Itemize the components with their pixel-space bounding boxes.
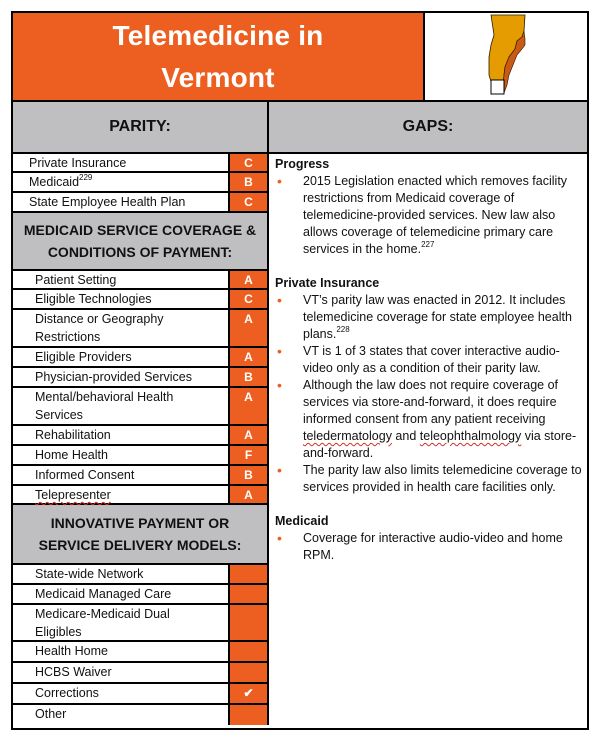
grade-badge: C [228,193,267,211]
medicaid-row [13,271,267,290]
grade-badge: A [228,426,267,444]
bullet-icon: • [277,530,282,546]
row-label: Physician-provided Services [35,370,193,384]
medicaid-row [13,388,267,426]
bullet-icon: • [277,292,282,308]
row-label: Patient Setting [35,273,117,287]
bullet-text [303,377,583,462]
gap-bullet [275,462,583,496]
bullet-icon: • [277,462,282,478]
text: VT’s parity law was enacted in 2012. It includes telemedicine coverage for state employee health plans. [303,293,572,341]
grade-badge: A [228,310,267,346]
innovative-row [13,642,267,663]
innovative-row [13,565,267,585]
row-label: Medicaid Managed Care [35,587,172,601]
grade-badge: A [228,271,267,288]
text: Although the law does not require coverage of services via store-and-forward, it does require informed consent from any patient receiving [303,378,559,426]
term: teledermatology [303,429,392,443]
row-label: Eligible Providers [35,350,132,364]
page-title [113,15,324,99]
parity-row-state-employee [13,193,267,213]
innovative-row [13,663,267,684]
innovative-row [13,585,267,605]
row-label: Health Home [35,644,108,658]
row-label: Corrections [35,686,99,700]
title-banner [13,13,425,102]
gap-section-title: Medicaid [275,514,329,528]
gaps-progress [275,156,583,258]
gaps-private-insurance [275,275,583,496]
title-line-2: Vermont [161,61,275,93]
grade-badge: C [228,290,267,308]
mark-cell [228,705,267,725]
text: and [391,429,420,443]
gaps-medicaid [275,513,583,564]
row-label: Mental/behavioral Health Services [35,390,174,422]
text: 2015 Legislation enacted which removes facility restrictions from Medicaid coverage of telemedicine-provided services. New law also allows coverage of telemedicine primary care services in the home. [303,174,568,256]
gap-bullet [275,343,583,377]
bullet-icon: • [277,343,282,359]
bullet-text [303,292,583,343]
parity-row-medicaid [13,173,267,193]
grade-badge: A [228,486,267,503]
medicaid-section-header [13,213,267,271]
gaps-header: GAPS: [402,118,454,135]
mark-cell [228,663,267,682]
label-text: Medicare-Medicaid Dual Eligibles [35,607,170,639]
label-text: Medicaid [29,175,80,189]
row-label: Other [35,707,67,721]
gap-bullet [275,377,583,462]
medicaid-row [13,426,267,446]
section-title-line-2: CONDITIONS OF PAYMENT: [47,244,233,260]
section-title-line-1: INNOVATIVE PAYMENT OR [50,515,230,531]
grade-badge: B [228,368,267,386]
grade-badge: F [228,446,267,464]
row-label: Distance or Geography Restrictions [35,312,164,344]
grade-badge: B [228,173,267,191]
row-label [13,173,228,191]
row-label: Informed Consent [35,468,135,482]
medicaid-row [13,290,267,310]
footnote-ref: 228 [336,325,350,334]
grades-column [13,154,269,725]
grade-badge: C [228,154,267,171]
medicaid-row [13,446,267,466]
parity-row-private-insurance [13,154,267,173]
gap-section-title: Progress [275,157,330,171]
row-label: Private Insurance [29,156,127,170]
telemedicine-report-card [11,11,589,730]
innovative-row [13,605,267,642]
grade-badge: A [228,348,267,366]
medicaid-row [13,486,267,505]
gap-bullet [275,173,583,258]
bullet-text: The parity law also limits telemedicine coverage to services provided in health care facilities only. [303,463,582,494]
innovative-row [13,684,267,705]
footnote-ref: 229 [79,173,93,182]
gap-bullet [275,292,583,343]
medicaid-row [13,310,267,348]
label-text: Telepresenter [35,488,111,502]
gap-section-title: Private Insurance [275,276,380,290]
mark-cell [228,605,267,640]
term: teleophthalmology [419,429,522,443]
title-line-1: Telemedicine in [112,19,324,51]
medicaid-row [13,368,267,388]
vermont-map-icon [425,13,587,100]
row-label: HCBS Waiver [35,665,112,679]
row-label: State Employee Health Plan [29,195,186,209]
row-label [13,605,228,640]
gap-bullet [275,530,583,564]
row-label: State-wide Network [35,567,144,581]
row-label: Home Health [35,448,108,462]
row-label: Rehabilitation [35,428,111,442]
text: via store-and-forward. [303,429,577,460]
innovative-row [13,705,267,725]
parity-header: PARITY: [13,102,269,152]
bullet-text: VT is 1 of 3 states that cover interactive audio-video only as a condition of their parity law. [303,344,560,375]
bullet-text: Coverage for interactive audio-video and home RPM. [303,531,563,562]
row-label [13,486,228,503]
mark-cell [228,565,267,583]
checkmark-icon: ✔ [228,684,267,703]
section-title-line-1: MEDICAID SERVICE COVERAGE & [23,222,257,238]
mark-cell [228,585,267,603]
grade-badge: B [228,466,267,484]
bullet-text [303,173,583,258]
innovative-section-header [13,505,267,565]
gaps-content [275,156,583,581]
grade-badge: A [228,388,267,424]
footnote-ref: 227 [421,240,435,249]
section-title-line-2: SERVICE DELIVERY MODELS: [38,537,242,553]
bullet-icon: • [277,173,282,189]
column-headers [13,102,587,154]
state-map-panel [425,13,587,102]
row-label: Eligible Technologies [35,292,152,306]
medicaid-row [13,348,267,368]
medicaid-row [13,466,267,486]
mark-cell [228,642,267,661]
bullet-icon: • [277,377,282,393]
